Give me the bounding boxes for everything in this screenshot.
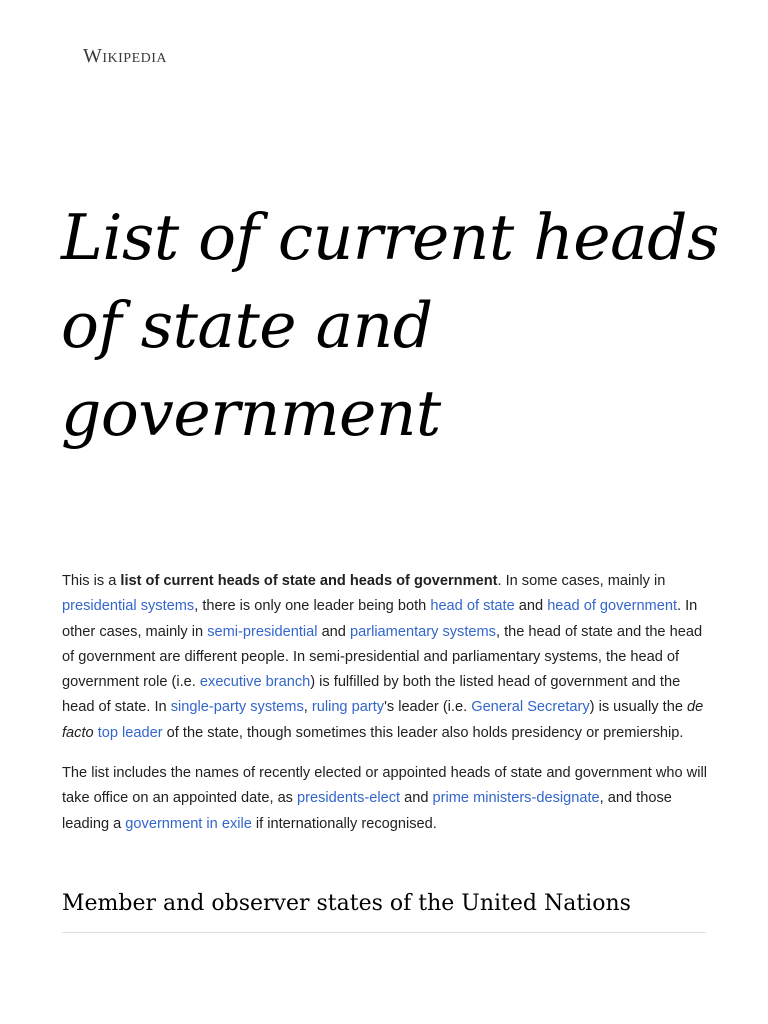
link-general-secretary[interactable]: General Secretary (471, 699, 590, 716)
link-presidential-systems[interactable]: presidential systems (62, 598, 195, 615)
link-head-of-state[interactable]: head of state (430, 598, 515, 615)
link-executive-branch[interactable]: executive branch (199, 674, 311, 691)
link-head-of-government[interactable]: head of government (547, 598, 677, 615)
link-ruling-party[interactable]: ruling party (311, 699, 385, 716)
italic-term: de facto (62, 699, 704, 741)
link-prime-ministers-designate[interactable]: prime ministers-designate (432, 790, 600, 807)
second-paragraph: The list includes the names of recently elected or appointed heads of state and government who will take office on an appointed date, as presidents-elect and prime ministers-designate, and those leading a government in exile if internationally recognised. (62, 765, 707, 832)
bold-term: list of current heads of state and heads of government (120, 573, 498, 589)
link-single-party-systems[interactable]: single-party systems (170, 699, 304, 716)
page-title: List of current heads of state and government (61, 201, 719, 450)
link-top-leader[interactable]: top leader (97, 724, 163, 741)
wikipedia-wordmark[interactable]: Wikipedia (83, 45, 168, 67)
article-body (62, 569, 710, 852)
link-parliamentary-systems[interactable]: parliamentary systems (349, 623, 496, 640)
link-presidents-elect[interactable]: presidents-elect (297, 790, 401, 807)
section-heading[interactable]: Member and observer states of the United Nations (62, 886, 706, 933)
link-government-in-exile[interactable]: government in exile (125, 815, 252, 832)
intro-paragraph: This is a list of current heads of state and heads of government. In some cases, mainly in presidential systems, there is only one leader being both head of state and head of government. In other cases, mainly in semi-presidential and parliamentary systems, the head of state and the head of government are different people. In semi-presidential and parliamentary systems, the head of government role (i.e. executive branch) is fulfilled by both the listed head of government and the head of state. In single-party systems, ruling party's leader (i.e. General Secretary) is usually the de facto top leader of the state, though sometimes this leader also holds presidency or premiership. (62, 573, 704, 741)
link-semi-presidential[interactable]: semi-presidential (207, 623, 318, 640)
